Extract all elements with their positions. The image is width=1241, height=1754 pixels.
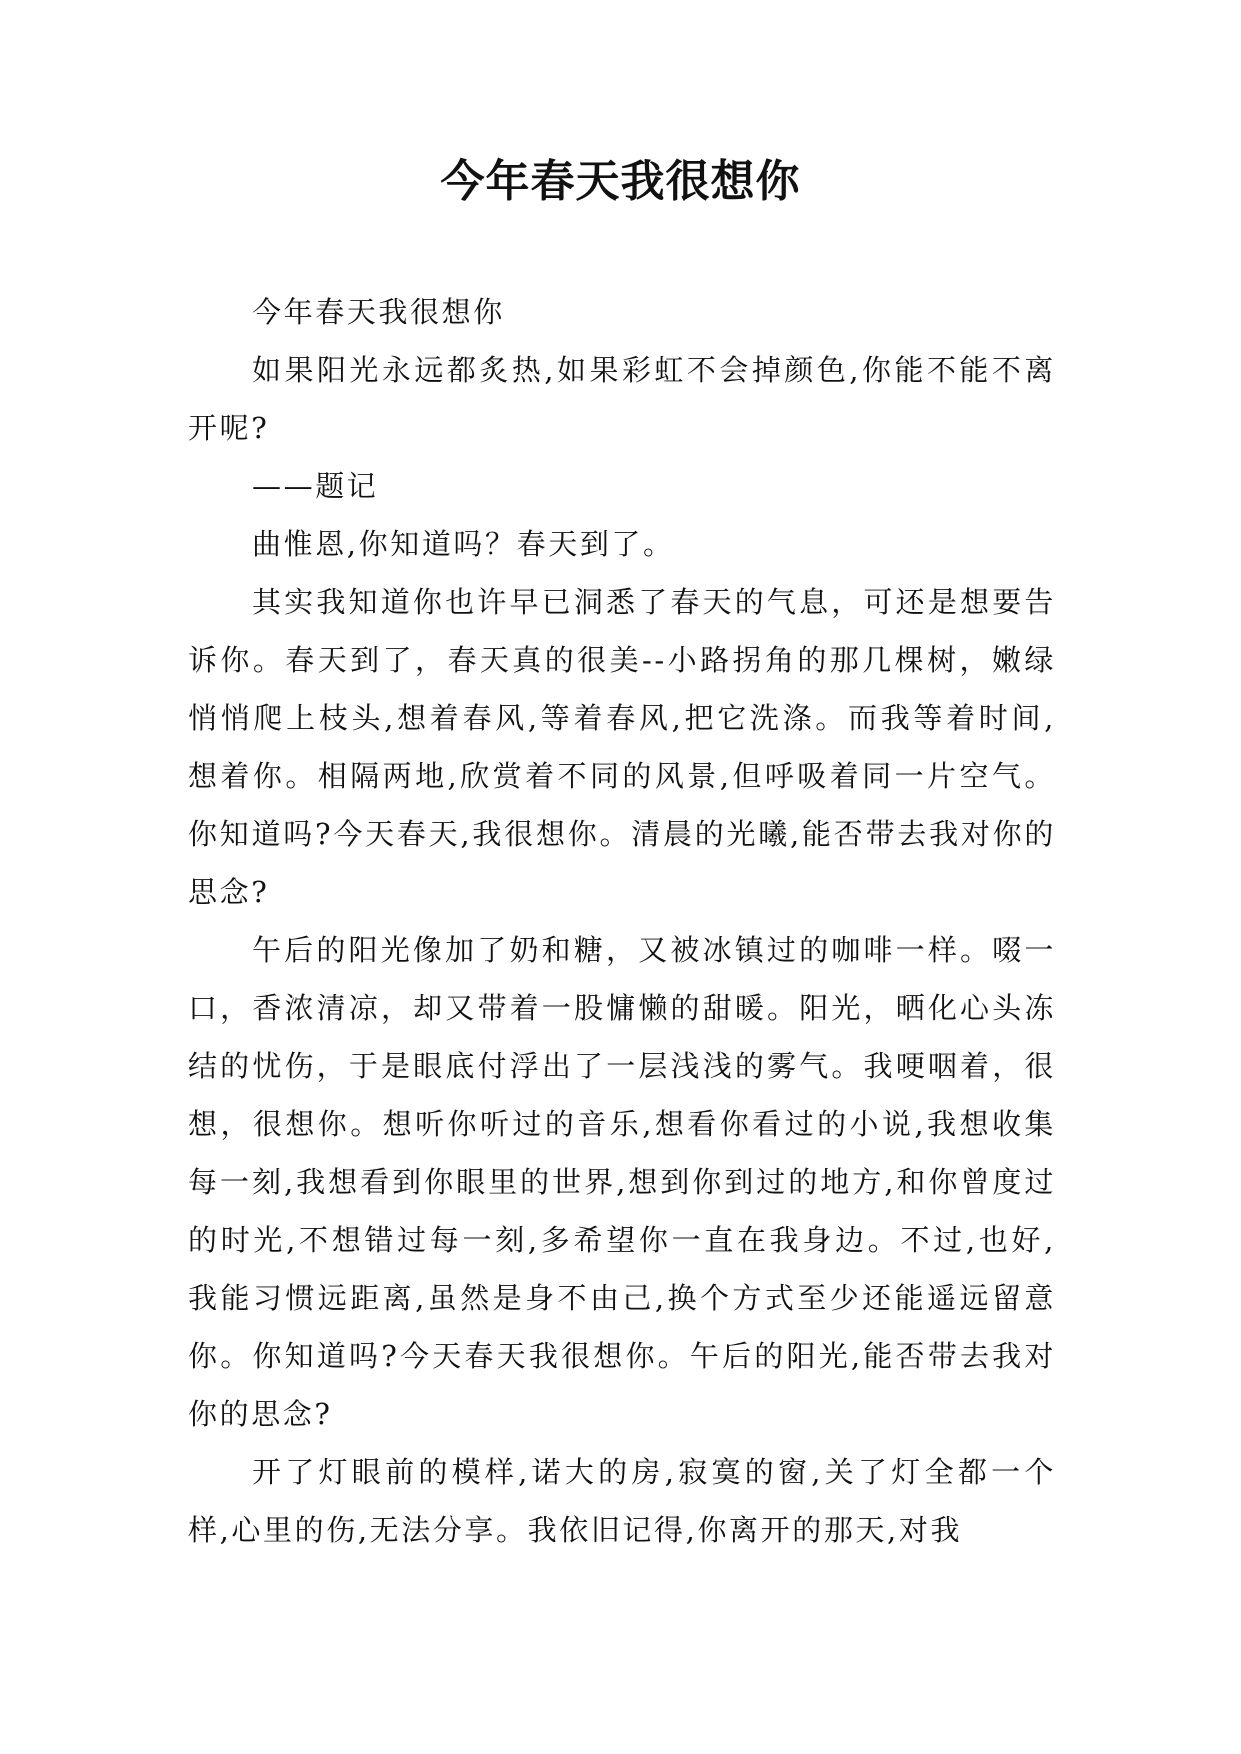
paragraph-heading-repeat: 今年春天我很想你 (252, 295, 505, 329)
paragraph-afternoon-sun: 午后的阳光像加了奶和糖，又被冰镇过的咖啡一样。啜一口，香浓清凉，却又带着一股慵懒的甜暖。阳光，晒化心头冻结的忧伤，于是眼底付浮出了一层浅浅的雾气。我哽咽着，很想，很想你。想听你听过的音乐,想看你看过的小说,我想收集每一刻,我想看到你眼里的世界,想到你到过的地方,和你曾度过的时光,不想错过每一刻,多希望你一直在我身边。不过,也好,我能习惯远距离,虽然是身不由己,换个方式至少还能遥远留意你。你知道吗?今天春天我很想你。午后的阳光,能否带去我对你的思念? (188, 933, 1056, 1431)
document-body (188, 283, 1056, 1559)
paragraph-spring-arrived: 其实我知道你也许早已洞悉了春天的气息，可还是想要告诉你。春天到了，春天真的很美--小路拐角的那几棵树，嫩绿悄悄爬上枝头,想着春风,等着春风,把它洗涤。而我等着时间,想着你。相隔两地,欣赏着不同的风景,但呼吸着同一片空气。你知道吗?今天春天,我很想你。清晨的光曦,能否带去我对你的思念? (188, 585, 1056, 909)
paragraph-epigraph-attribution: ——题记 (252, 469, 379, 503)
paragraph-greeting: 曲惟恩,你知道吗？春天到了。 (252, 527, 675, 561)
paragraph-epigraph: 如果阳光永远都炙热,如果彩虹不会掉颜色,你能不能不离开呢? (188, 353, 1056, 445)
document-title: 今年春天我很想你 (440, 156, 801, 207)
paragraph-lights: 开了灯眼前的模样,诺大的房,寂寞的窗,关了灯全都一个样,心里的伤,无法分享。我依旧记得,你离开的那天,对我 (188, 1455, 1056, 1547)
